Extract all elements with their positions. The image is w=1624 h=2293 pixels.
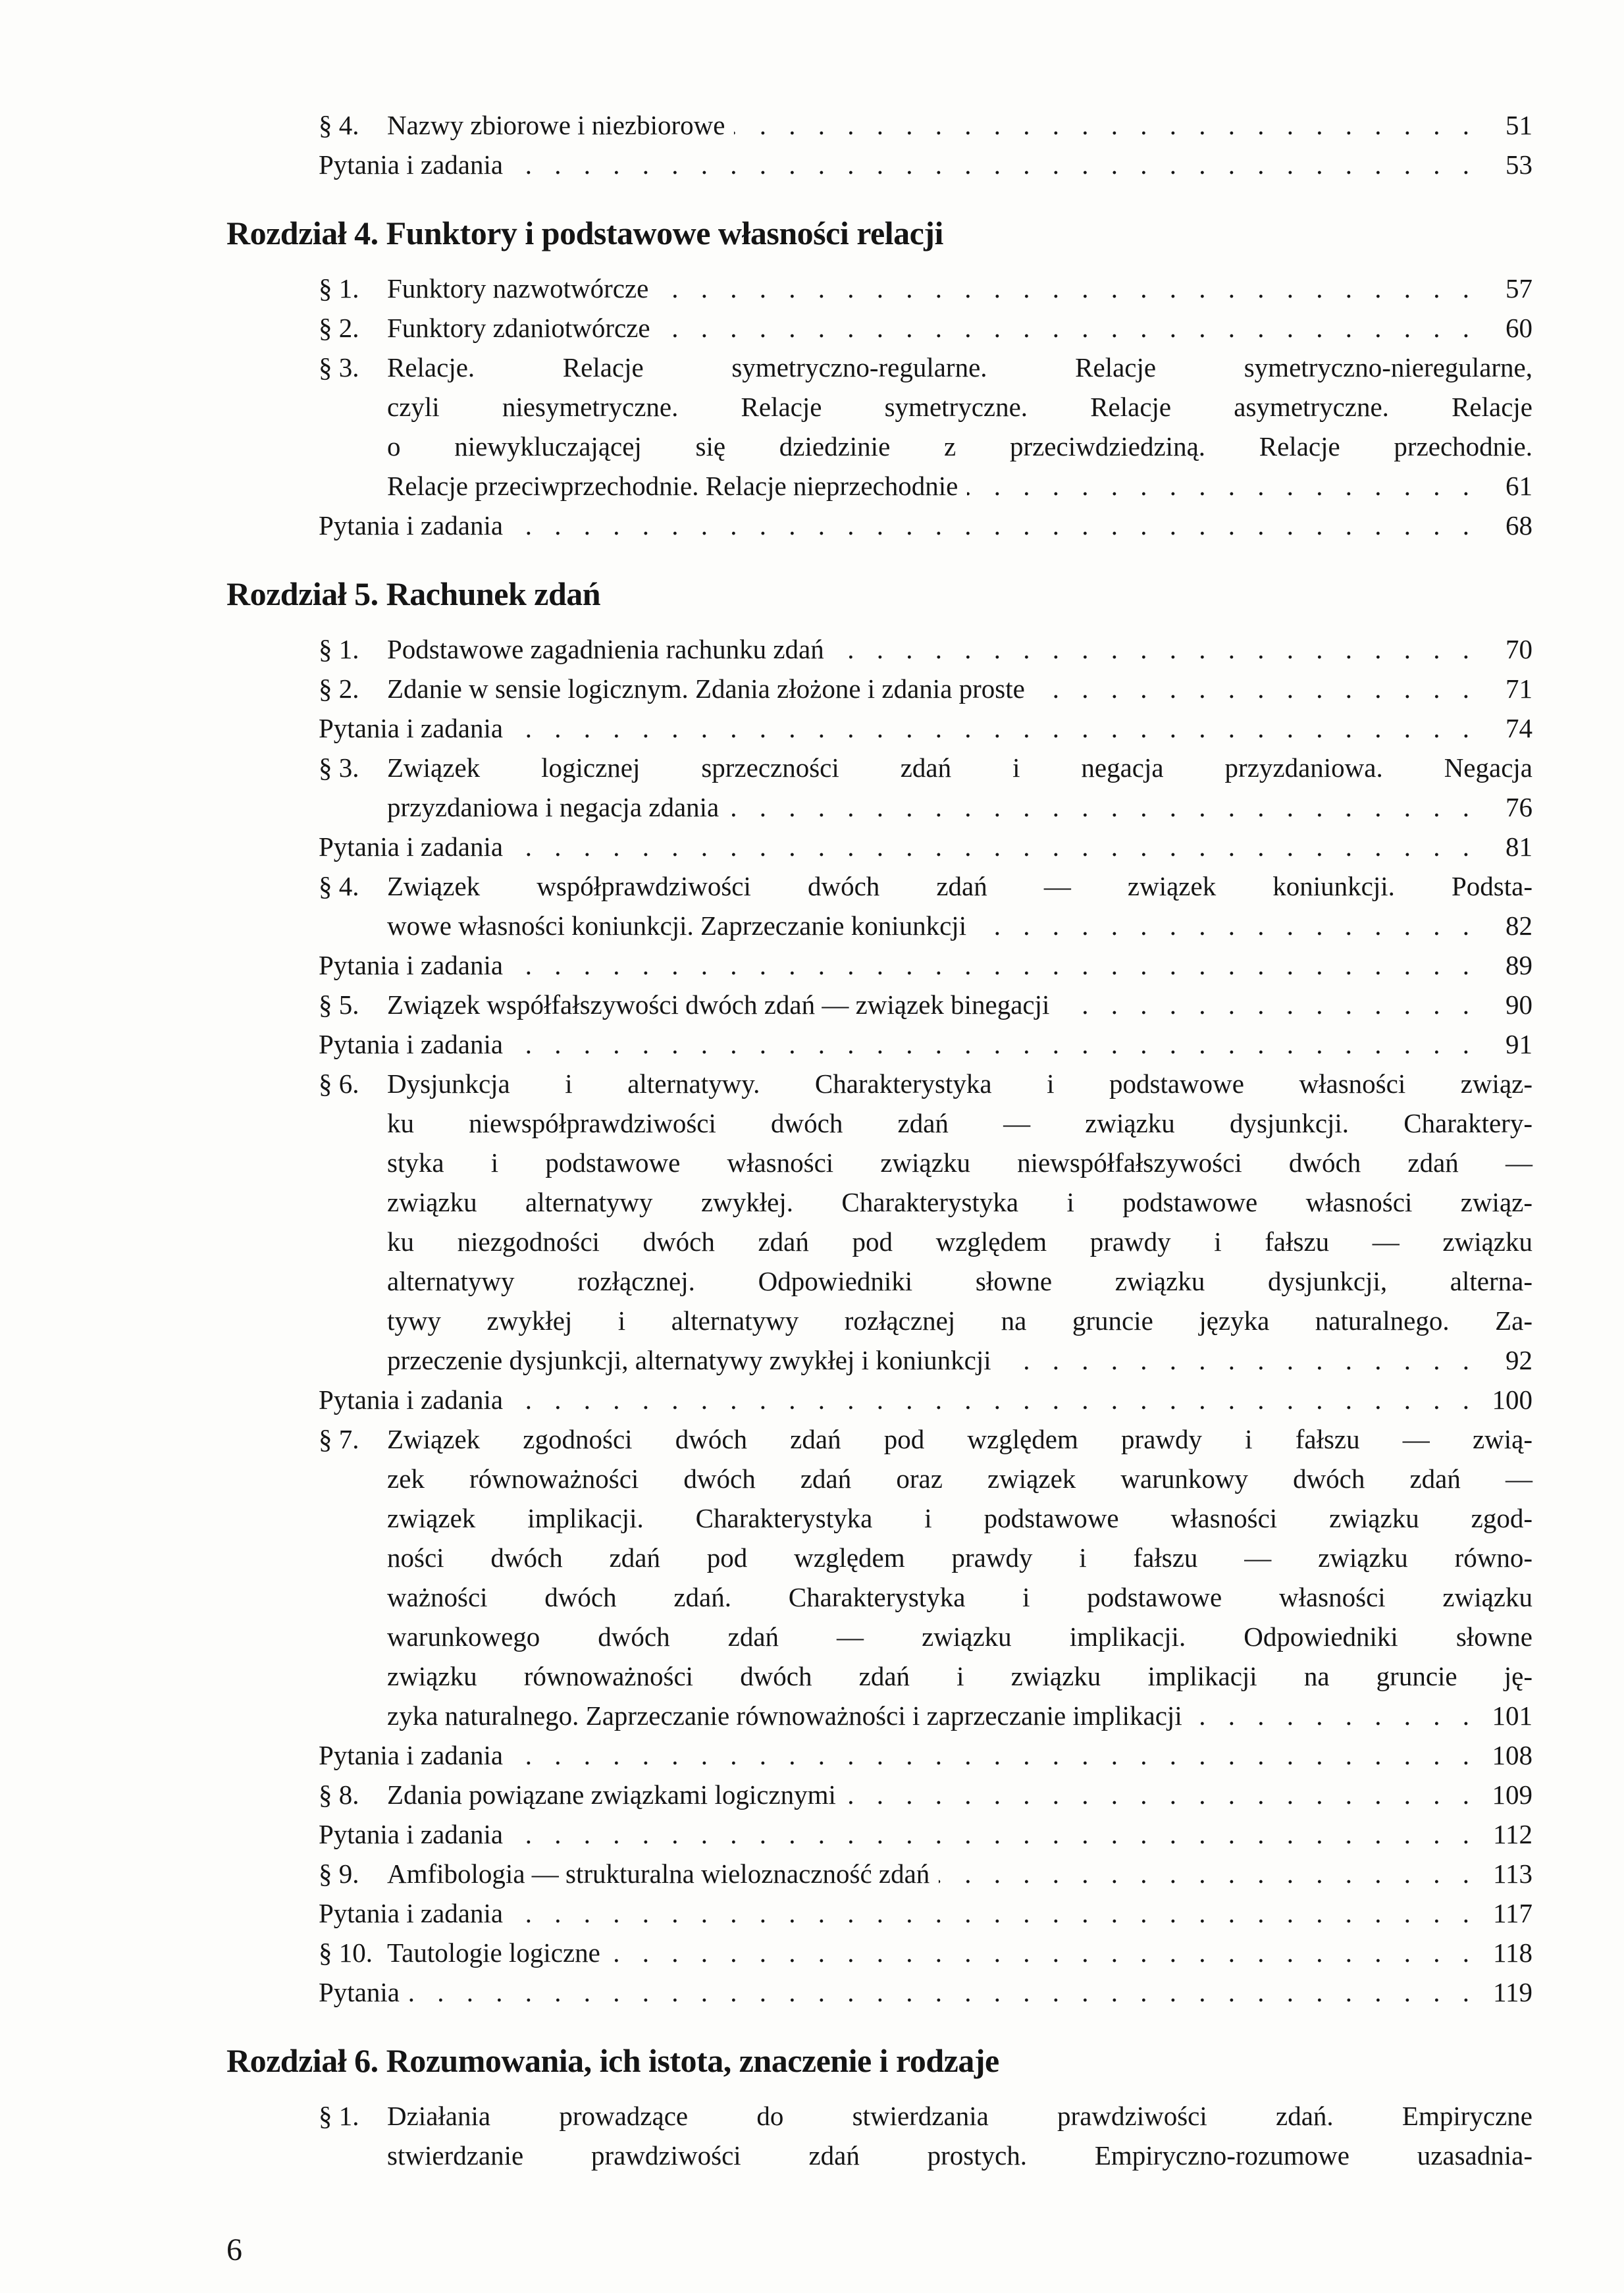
section-number: § 5. xyxy=(319,989,359,1020)
toc-entry-questions xyxy=(319,1972,1532,2012)
dot-leader xyxy=(1059,985,1477,1024)
page-ref: 71 xyxy=(1506,673,1532,704)
toc-line xyxy=(319,308,1532,348)
entry-text: Pytania i zadania xyxy=(319,1384,504,1415)
toc-line xyxy=(319,387,1532,427)
entry-text: ku niewspółprawdziwości dwóch zdań — związku dysjunkcji. Charaktery- xyxy=(387,1108,1532,1138)
page-ref: 76 xyxy=(1506,792,1532,822)
dot-leader xyxy=(658,269,1477,308)
dot-leader xyxy=(1192,1696,1477,1735)
entry-text: Nazwy zbiorowe i niezbiorowe xyxy=(387,110,725,140)
toc-entry-section xyxy=(319,985,1532,1024)
toc-line xyxy=(319,1103,1532,1143)
entry-text: Związek zgodności dwóch zdań pod względem prawdy i fałszu — zwią- xyxy=(387,1424,1532,1454)
page-ref: 108 xyxy=(1492,1740,1532,1770)
entry-text: Funktory nazwotwórcze xyxy=(387,273,649,303)
toc-line xyxy=(319,748,1532,787)
dot-leader xyxy=(728,787,1477,827)
entry-text: wowe własności koniunkcji. Zaprzeczanie koniunkcji xyxy=(387,910,967,941)
page-ref: 91 xyxy=(1506,1029,1532,1059)
dot-leader xyxy=(512,1735,1477,1775)
toc-entry-section xyxy=(319,1854,1532,1893)
toc-line xyxy=(319,1656,1532,1696)
entry-text: ku niezgodności dwóch zdań pod względem prawdy i fałszu — związku xyxy=(387,1226,1532,1257)
entry-text: Dysjunkcja i alternatywy. Charakterystyka i podstawowe własności związ- xyxy=(387,1068,1532,1099)
toc-line xyxy=(319,1459,1532,1498)
toc-line xyxy=(319,506,1532,545)
page-ref: 81 xyxy=(1506,831,1532,862)
chapter-heading: Rozdział 6. Rozumowania, ich istota, znaczenie i rodzaje xyxy=(226,2042,999,2079)
entry-text: tywy zwykłej i alternatywy rozłącznej na gruncie języka naturalnego. Za- xyxy=(387,1305,1532,1336)
entry-text: Funktory zdaniotwórcze xyxy=(387,313,650,343)
section-number: § 2. xyxy=(319,313,359,343)
section-number: § 10. xyxy=(319,1937,373,1968)
toc-line xyxy=(319,1380,1532,1419)
entry-text: Pytania i zadania xyxy=(319,1029,504,1059)
toc-line xyxy=(319,1577,1532,1617)
toc-line xyxy=(319,827,1532,866)
page-ref: 118 xyxy=(1493,1937,1532,1968)
entry-text: związek implikacji. Charakterystyka i podstawowe własności związku zgod- xyxy=(387,1503,1532,1533)
section-number: § 7. xyxy=(319,1424,359,1454)
dot-leader xyxy=(967,466,1477,506)
section-number: § 1. xyxy=(319,273,359,303)
toc-line xyxy=(319,105,1532,145)
entry-text: Relacje przeciwprzechodnie. Relacje nieprzechodnie xyxy=(387,471,958,501)
toc-line xyxy=(319,787,1532,827)
page-ref: 60 xyxy=(1506,313,1532,343)
page-ref: 119 xyxy=(1493,1977,1532,2007)
toc-entry-questions xyxy=(319,1893,1532,1933)
entry-text: Pytania xyxy=(319,1977,400,2007)
entry-text: związku alternatywy zwykłej. Charakterystyka i podstawowe własności związ- xyxy=(387,1187,1532,1217)
entry-text: Działania prowadzące do stwierdzania prawdziwości zdań. Empiryczne xyxy=(387,2101,1532,2131)
toc-line xyxy=(319,1775,1532,1814)
entry-text: związku równoważności dwóch zdań i związku implikacji na gruncie ję- xyxy=(387,1661,1532,1691)
toc-entry-section xyxy=(319,1775,1532,1814)
dot-leader xyxy=(976,906,1477,945)
entry-text: Zdanie w sensie logicznym. Zdania złożone i zdania proste xyxy=(387,673,1025,704)
entry-text: Pytania i zadania xyxy=(319,1740,504,1770)
toc-entry-section xyxy=(319,669,1532,708)
toc-entry-questions xyxy=(319,708,1532,748)
toc-line xyxy=(319,1182,1532,1222)
toc-line xyxy=(319,866,1532,906)
toc-line xyxy=(319,145,1532,184)
chapter-heading: Rozdział 4. Funktory i podstawowe własności relacji xyxy=(226,215,943,251)
toc-line xyxy=(319,1419,1532,1459)
entry-text: styka i podstawowe własności związku niewspółfałszywości dwóch zdań — xyxy=(387,1147,1532,1178)
toc-line xyxy=(319,669,1532,708)
dot-leader xyxy=(734,105,1477,145)
entry-text: stwierdzanie prawdziwości zdań prostych. Empiryczno-rozumowe uzasadnia- xyxy=(387,2140,1532,2171)
toc-line xyxy=(319,2136,1532,2175)
toc-line xyxy=(319,629,1532,669)
dot-leader xyxy=(512,827,1477,866)
page-ref: 90 xyxy=(1506,989,1532,1020)
entry-text: Związek współprawdziwości dwóch zdań — związek koniunkcji. Podsta- xyxy=(387,871,1532,901)
dot-leader xyxy=(512,1893,1477,1933)
entry-text: Podstawowe zagadnienia rachunku zdań xyxy=(387,634,824,664)
toc-line xyxy=(319,1222,1532,1261)
entry-text: Pytania i zadania xyxy=(319,950,504,980)
toc-line xyxy=(319,906,1532,945)
entry-text: Pytania i zadania xyxy=(319,1819,504,1849)
toc-entry-section xyxy=(319,308,1532,348)
page-ref: 53 xyxy=(1506,149,1532,180)
dot-leader xyxy=(409,1972,1477,2012)
toc-entry-section xyxy=(319,269,1532,308)
toc-line xyxy=(319,427,1532,466)
toc-line xyxy=(319,1301,1532,1340)
section-number: § 1. xyxy=(319,2101,359,2131)
page-ref: 74 xyxy=(1506,713,1532,743)
toc-line xyxy=(319,1340,1532,1380)
toc-entry-questions xyxy=(319,1380,1532,1419)
page-ref: 82 xyxy=(1506,910,1532,941)
entry-text: Pytania i zadania xyxy=(319,831,504,862)
page-ref: 117 xyxy=(1493,1898,1532,1928)
entry-text: ważności dwóch zdań. Charakterystyka i podstawowe własności związku xyxy=(387,1582,1532,1612)
toc-entry-section xyxy=(319,1419,1532,1735)
toc-entry-section xyxy=(319,105,1532,145)
toc-entry-questions xyxy=(319,145,1532,184)
toc-entry-questions xyxy=(319,506,1532,545)
dot-leader xyxy=(610,1933,1477,1972)
toc-line xyxy=(319,2096,1532,2136)
toc-entry-section xyxy=(319,866,1532,945)
entry-text: o niewykluczającej się dziedzinie z przeciwdziedziną. Relacje przechodnie. xyxy=(387,431,1532,461)
toc-entry-section xyxy=(319,2096,1532,2175)
page-number: 6 xyxy=(226,2232,242,2267)
toc-line xyxy=(319,1498,1532,1538)
toc-line xyxy=(319,466,1532,506)
page-ref: 101 xyxy=(1492,1700,1532,1731)
dot-leader xyxy=(833,629,1477,669)
section-number: § 8. xyxy=(319,1779,359,1810)
toc-line xyxy=(319,1972,1532,2012)
toc-line xyxy=(319,348,1532,387)
chapter-heading: Rozdział 5. Rachunek zdań xyxy=(226,575,601,612)
page-ref: 61 xyxy=(1506,471,1532,501)
entry-text: Pytania i zadania xyxy=(319,149,504,180)
section-number: § 3. xyxy=(319,352,359,382)
toc-entry-questions xyxy=(319,1024,1532,1064)
dot-leader xyxy=(512,945,1477,985)
entry-text: alternatywy rozłącznej. Odpowiedniki słowne związku dysjunkcji, alterna- xyxy=(387,1266,1532,1296)
page-ref: 89 xyxy=(1506,950,1532,980)
entry-text: Związek logicznej sprzeczności zdań i negacja przyzdaniowa. Negacja xyxy=(387,752,1532,783)
toc-line xyxy=(319,1261,1532,1301)
toc-line xyxy=(319,1696,1532,1735)
entry-text: czyli niesymetryczne. Relacje symetryczne. Relacje asymetryczne. Relacje xyxy=(387,392,1532,422)
toc-line xyxy=(319,1893,1532,1933)
entry-text: Pytania i zadania xyxy=(319,713,504,743)
entry-text: Pytania i zadania xyxy=(319,510,504,540)
section-number: § 4. xyxy=(319,110,359,140)
toc-entry-questions xyxy=(319,1735,1532,1775)
entry-text: przyzdaniowa i negacja zdania xyxy=(387,792,720,822)
toc-line xyxy=(319,269,1532,308)
entry-text: Związek współfałszywości dwóch zdań — związek binegacji xyxy=(387,989,1050,1020)
entry-text: Pytania i zadania xyxy=(319,1898,504,1928)
page-ref: 51 xyxy=(1506,110,1532,140)
page-ref: 70 xyxy=(1506,634,1532,664)
dot-leader xyxy=(512,506,1477,545)
entry-text: warunkowego dwóch zdań — związku implikacji. Odpowiedniki słowne xyxy=(387,1621,1532,1652)
section-number: § 2. xyxy=(319,673,359,704)
entry-text: zek równoważności dwóch zdań oraz związek warunkowy dwóch zdań — xyxy=(387,1463,1532,1494)
entry-text: Amfibologia — strukturalna wieloznaczność zdań xyxy=(387,1858,930,1889)
toc-line xyxy=(319,1143,1532,1182)
page-ref: 92 xyxy=(1506,1345,1532,1375)
toc-line xyxy=(319,708,1532,748)
dot-leader xyxy=(512,1024,1477,1064)
toc-line xyxy=(319,1735,1532,1775)
page-ref: 113 xyxy=(1493,1858,1532,1889)
toc-entry-section xyxy=(319,1064,1532,1380)
dot-leader xyxy=(512,145,1477,184)
section-number: § 4. xyxy=(319,871,359,901)
toc-entry-section xyxy=(319,348,1532,506)
dot-leader xyxy=(512,1380,1477,1419)
dot-leader xyxy=(660,308,1477,348)
entry-text: zyka naturalnego. Zaprzeczanie równoważności i zaprzeczanie implikacji xyxy=(387,1700,1182,1731)
dot-leader xyxy=(512,708,1477,748)
page-ref: 112 xyxy=(1493,1819,1532,1849)
toc-line xyxy=(319,985,1532,1024)
page-ref: 68 xyxy=(1506,510,1532,540)
page-ref: 100 xyxy=(1492,1384,1532,1415)
toc-entry-questions xyxy=(319,945,1532,985)
toc-entry-section xyxy=(319,748,1532,827)
toc-line xyxy=(319,945,1532,985)
table-of-contents xyxy=(226,105,1532,2175)
toc-entry-section xyxy=(319,1933,1532,1972)
section-number: § 9. xyxy=(319,1858,359,1889)
dot-leader xyxy=(939,1854,1477,1893)
toc-line xyxy=(319,1933,1532,1972)
entry-text: ności dwóch zdań pod względem prawdy i fałszu — związku równo- xyxy=(387,1542,1532,1573)
toc-line xyxy=(319,1854,1532,1893)
toc-line xyxy=(319,1538,1532,1577)
entry-text: Tautologie logiczne xyxy=(387,1937,600,1968)
section-number: § 6. xyxy=(319,1068,359,1099)
page-ref: 109 xyxy=(1492,1779,1532,1810)
dot-leader xyxy=(1001,1340,1477,1380)
page-ref: 57 xyxy=(1506,273,1532,303)
toc-line xyxy=(319,1024,1532,1064)
section-number: § 3. xyxy=(319,752,359,783)
dot-leader xyxy=(1034,669,1477,708)
dot-leader xyxy=(845,1775,1477,1814)
toc-line xyxy=(319,1064,1532,1103)
section-number: § 1. xyxy=(319,634,359,664)
toc-entry-questions xyxy=(319,827,1532,866)
entry-text: przeczenie dysjunkcji, alternatywy zwykłej i koniunkcji xyxy=(387,1345,991,1375)
toc-entry-questions xyxy=(319,1814,1532,1854)
entry-text: Relacje. Relacje symetryczno-regularne. Relacje symetryczno-nieregularne, xyxy=(387,352,1532,382)
toc-line xyxy=(319,1814,1532,1854)
dot-leader xyxy=(512,1814,1477,1854)
toc-line xyxy=(319,1617,1532,1656)
toc-entry-section xyxy=(319,629,1532,669)
entry-text: Zdania powiązane związkami logicznymi xyxy=(387,1779,836,1810)
